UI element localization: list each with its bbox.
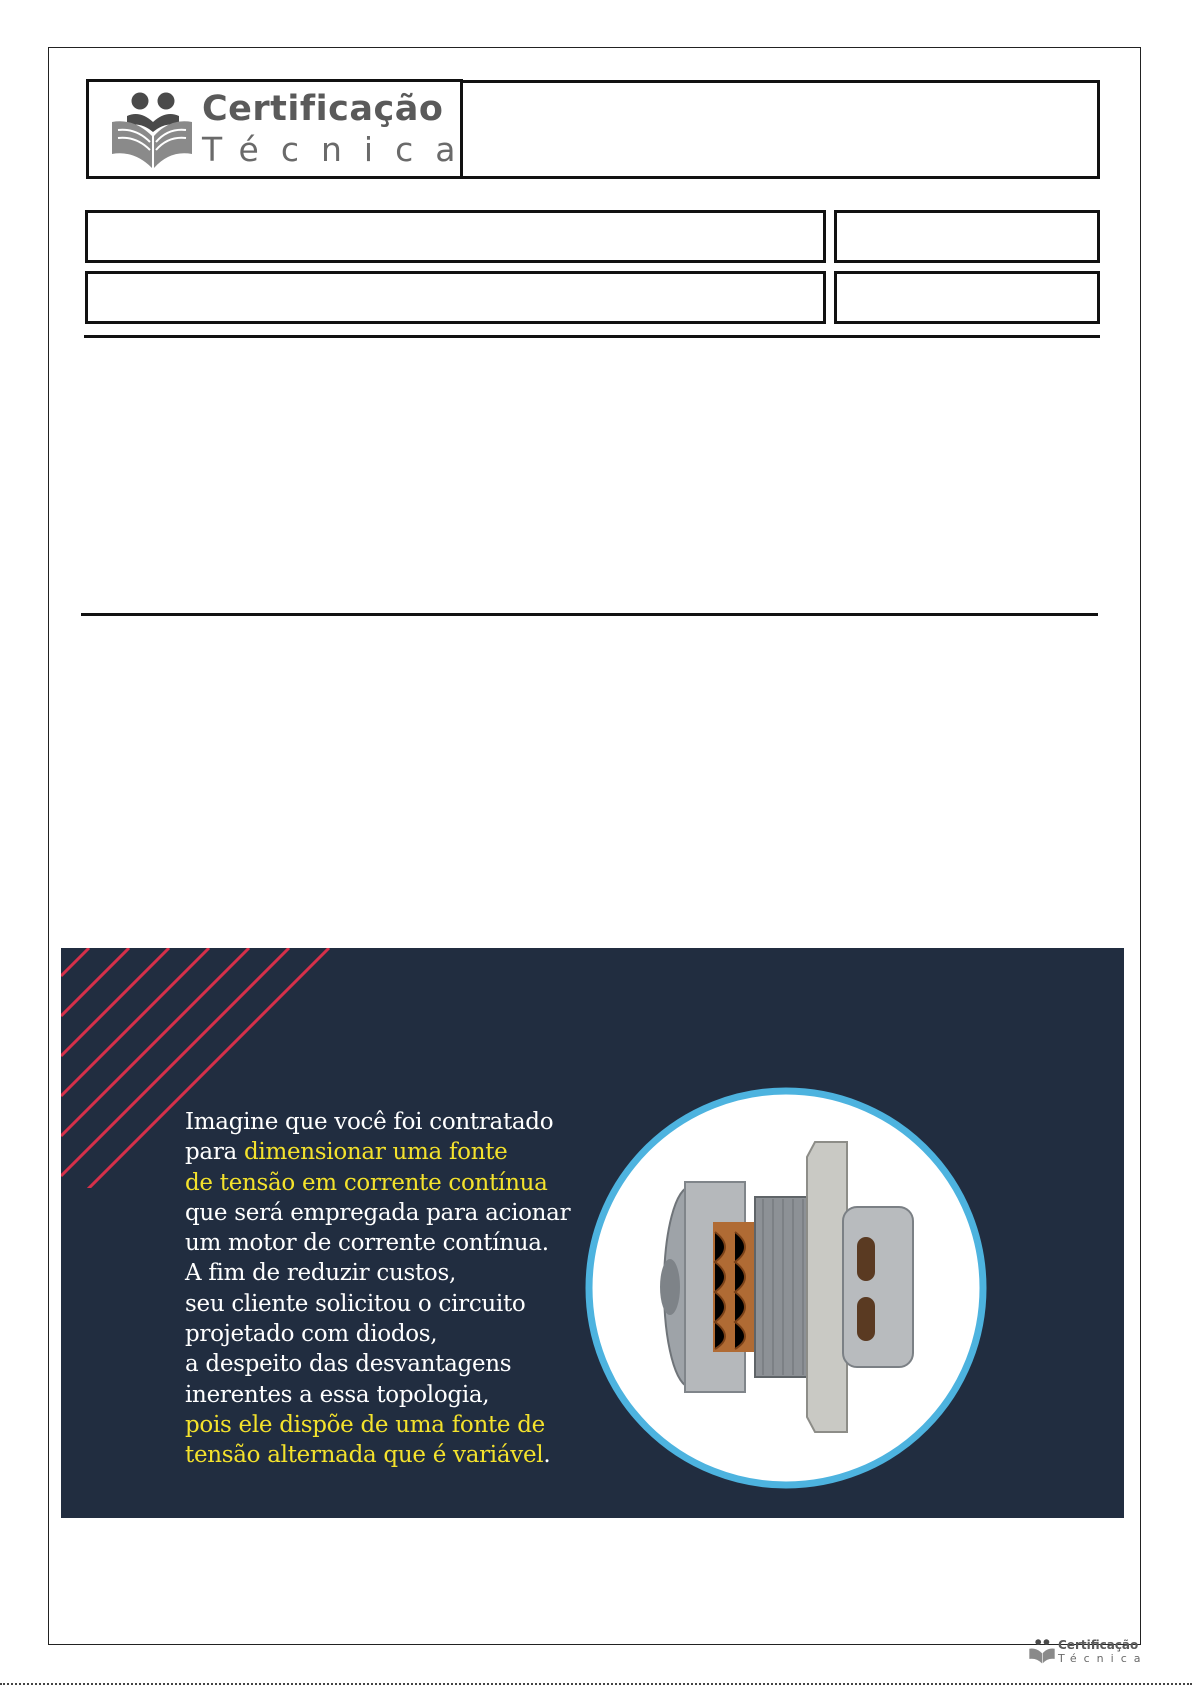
footer-wordmark-line-2: Técnica	[1058, 1651, 1148, 1665]
open-book-people-icon	[1028, 1638, 1056, 1664]
highlighted-text: de tensão em corrente contínua	[185, 1169, 548, 1196]
highlighted-text: tensão alternada que é variável	[185, 1442, 544, 1469]
highlighted-text: dimensionar uma fonte	[243, 1139, 508, 1166]
banner-line	[185, 1410, 585, 1440]
banner-line	[185, 1289, 585, 1319]
intro-banner	[61, 948, 1124, 1518]
field-row-1-side	[834, 210, 1100, 263]
logo-wordmark-line-2: Técnica	[202, 130, 478, 169]
banner-line	[185, 1107, 585, 1137]
banner-line	[185, 1380, 585, 1410]
footer-logo	[1028, 1638, 1147, 1664]
footer-wordmark-line-1: Certificação	[1058, 1637, 1139, 1652]
page-bottom-edge	[0, 1680, 1192, 1685]
plain-text: um motor de corrente contínua.	[185, 1230, 549, 1257]
open-book-people-icon	[108, 88, 196, 170]
title-cell	[460, 80, 1100, 179]
plain-text: projetado com diodos,	[185, 1321, 438, 1348]
field-row-2-main	[85, 271, 826, 324]
section-divider	[81, 613, 1098, 616]
plain-text: inerentes a essa topologia,	[185, 1381, 490, 1408]
dc-motor-photo	[585, 1087, 987, 1489]
header-divider	[84, 335, 1100, 338]
logo-wordmark-line-1: Certificação	[202, 89, 444, 129]
banner-line	[185, 1349, 585, 1379]
banner-line	[185, 1228, 585, 1258]
field-row-1-main	[85, 210, 826, 263]
plain-text: Imagine que você foi contratado	[185, 1109, 554, 1135]
banner-line	[185, 1168, 585, 1198]
field-row-2-side	[834, 271, 1100, 324]
plain-text: para	[185, 1139, 244, 1166]
highlighted-text: pois ele dispõe de uma fonte de	[185, 1411, 545, 1438]
plain-text: .	[543, 1442, 551, 1469]
banner-line	[185, 1440, 585, 1470]
banner-line	[185, 1319, 585, 1349]
plain-text: a despeito das desvantagens	[185, 1351, 512, 1378]
banner-line	[185, 1137, 585, 1167]
banner-line	[185, 1258, 585, 1288]
plain-text: seu cliente solicitou o circuito	[185, 1290, 526, 1317]
banner-paragraph	[185, 1107, 585, 1471]
brand-logo	[108, 88, 477, 170]
banner-line	[185, 1198, 585, 1228]
plain-text: A fim de reduzir custos,	[185, 1260, 456, 1287]
plain-text: que será empregada para acionar	[185, 1199, 571, 1226]
